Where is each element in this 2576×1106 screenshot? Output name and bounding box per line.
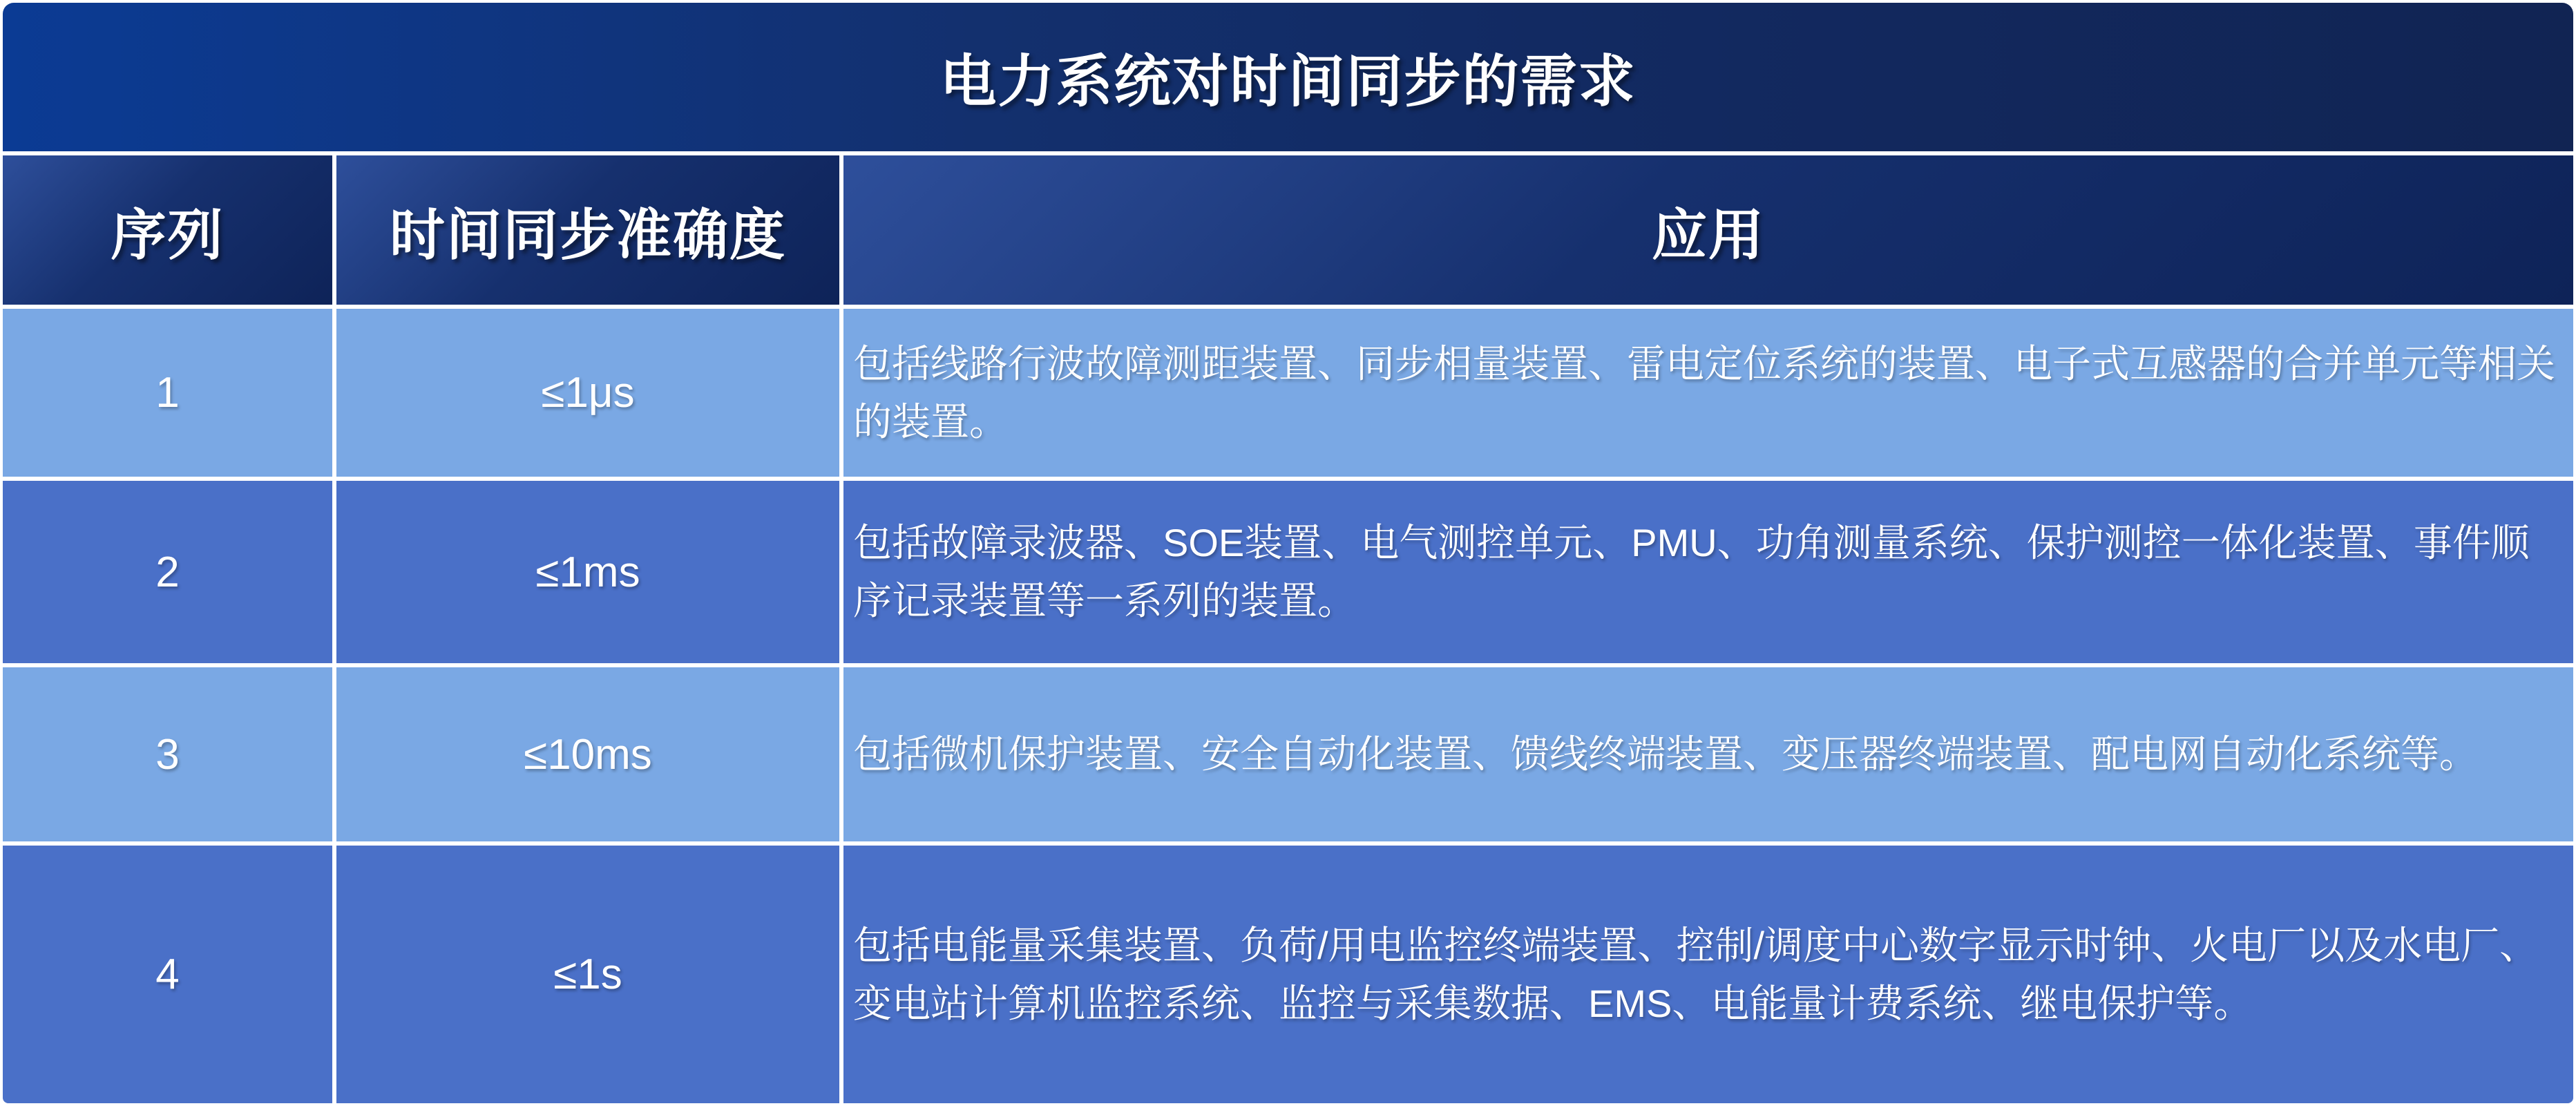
row4-accuracy: ≤1s xyxy=(336,846,839,1103)
page-title: 电力系统对时间同步的需求 xyxy=(3,3,2573,151)
row4-application: 包括电能量采集装置、负荷/用电监控终端装置、控制/调度中心数字显示时钟、火电厂以及水电厂、变电站计算机监控系统、监控与采集数据、EMS、电能量计费系统、继电保护等。 xyxy=(843,846,2573,1103)
row1-seq: 1 xyxy=(3,309,332,477)
row2-seq: 2 xyxy=(3,481,332,663)
row3-application: 包括微机保护装置、安全自动化装置、馈线终端装置、变压器终端装置、配电网自动化系统等。 xyxy=(843,667,2573,841)
row2-accuracy: ≤1ms xyxy=(336,481,839,663)
row2-application: 包括故障录波器、SOE装置、电气测控单元、PMU、功角测量系统、保护测控一体化装置、事件顺序记录装置等一系列的装置。 xyxy=(843,481,2573,663)
row4-seq: 4 xyxy=(3,846,332,1103)
header-seq: 序列 xyxy=(3,155,332,305)
row3-seq: 3 xyxy=(3,667,332,841)
row1-accuracy: ≤1μs xyxy=(336,309,839,477)
row1-application: 包括线路行波故障测距装置、同步相量装置、雷电定位系统的装置、电子式互感器的合并单元等相关的装置。 xyxy=(843,309,2573,477)
header-accuracy: 时间同步准确度 xyxy=(336,155,839,305)
row3-accuracy: ≤10ms xyxy=(336,667,839,841)
header-application: 应用 xyxy=(843,155,2573,305)
